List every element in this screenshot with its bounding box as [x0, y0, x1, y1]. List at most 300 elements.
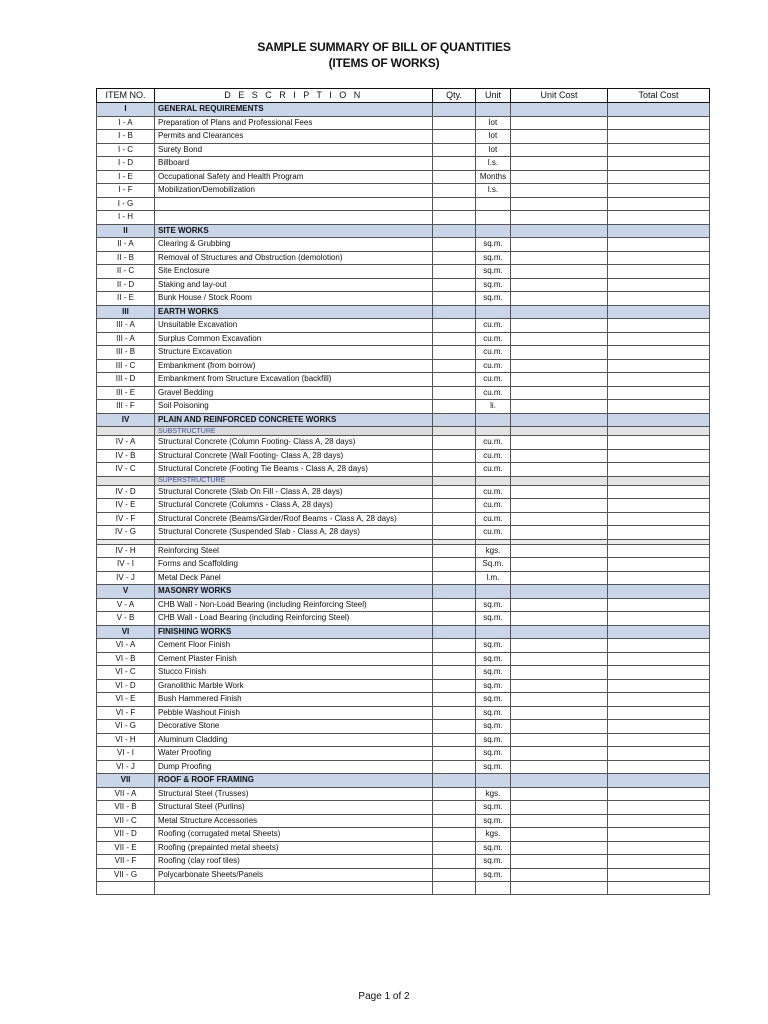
- unit-cell: sq.m.: [476, 238, 511, 252]
- item-no-cell: V - B: [97, 612, 155, 626]
- description-cell: Structure Excavation: [155, 346, 433, 360]
- item-no-cell: VII: [97, 774, 155, 788]
- unit-cell: sq.m.: [476, 841, 511, 855]
- table-row: [97, 801, 710, 815]
- total-cost-cell: [608, 224, 710, 238]
- document-title: SAMPLE SUMMARY OF BILL OF QUANTITIES: [257, 40, 511, 54]
- qty-cell: [433, 427, 476, 436]
- unit-cost-cell: [511, 436, 608, 450]
- total-cost-cell: [608, 625, 710, 639]
- unit-cost-cell: [511, 801, 608, 815]
- qty-cell: [433, 585, 476, 599]
- description-cell: MASONRY WORKS: [155, 585, 433, 599]
- unit-cost-cell: [511, 103, 608, 117]
- unit-cell: [476, 211, 511, 225]
- total-cost-cell: [608, 427, 710, 436]
- total-cost-cell: [608, 679, 710, 693]
- qty-cell: [433, 157, 476, 171]
- item-no-cell: [97, 476, 155, 485]
- unit-cost-cell: [511, 319, 608, 333]
- table-row: [97, 359, 710, 373]
- qty-cell: [433, 485, 476, 499]
- description-cell: SITE WORKS: [155, 224, 433, 238]
- description-cell: Structural Concrete (Footing Tie Beams - Class A, 28 days): [155, 463, 433, 477]
- total-cost-cell: [608, 251, 710, 265]
- unit-cost-cell: [511, 598, 608, 612]
- unit-cell: sq.m.: [476, 855, 511, 869]
- unit-cell: [476, 103, 511, 117]
- total-cost-cell: [608, 143, 710, 157]
- unit-cell: sq.m.: [476, 598, 511, 612]
- unit-cell: sq.m.: [476, 706, 511, 720]
- unit-cell: [476, 427, 511, 436]
- qty-cell: [433, 720, 476, 734]
- item-no-cell: I - A: [97, 116, 155, 130]
- description-cell: Surplus Common Excavation: [155, 332, 433, 346]
- unit-cell: cu.m.: [476, 386, 511, 400]
- unit-cell: sq.m.: [476, 292, 511, 306]
- description-cell: Dump Proofing: [155, 760, 433, 774]
- header-item-no: ITEM NO.: [97, 89, 155, 103]
- total-cost-cell: [608, 571, 710, 585]
- qty-cell: [433, 359, 476, 373]
- total-cost-cell: [608, 499, 710, 513]
- table-row: [97, 720, 710, 734]
- item-no-cell: IV - E: [97, 499, 155, 513]
- table-row: [97, 449, 710, 463]
- unit-cell: cu.m.: [476, 449, 511, 463]
- unit-cell: kgs.: [476, 787, 511, 801]
- description-cell: Removal of Structures and Obstruction (demolotion): [155, 251, 433, 265]
- unit-cell: sq.m.: [476, 760, 511, 774]
- table-row: [97, 463, 710, 477]
- item-no-cell: I - H: [97, 211, 155, 225]
- table-row: [97, 197, 710, 211]
- table-row: [97, 706, 710, 720]
- section-row: [97, 585, 710, 599]
- item-no-cell: IV - G: [97, 526, 155, 540]
- description-cell: PLAIN AND REINFORCED CONCRETE WORKS: [155, 413, 433, 427]
- unit-cost-cell: [511, 571, 608, 585]
- table-row: [97, 116, 710, 130]
- item-no-cell: I - E: [97, 170, 155, 184]
- total-cost-cell: [608, 157, 710, 171]
- table-row: [97, 319, 710, 333]
- total-cost-cell: [608, 386, 710, 400]
- total-cost-cell: [608, 639, 710, 653]
- section-row: [97, 224, 710, 238]
- item-no-cell: VI - B: [97, 652, 155, 666]
- document-subtitle: (ITEMS OF WORKS): [328, 56, 440, 70]
- unit-cost-cell: [511, 787, 608, 801]
- item-no-cell: I - G: [97, 197, 155, 211]
- description-cell: Bush Hammered Finish: [155, 693, 433, 707]
- item-no-cell: VI - C: [97, 666, 155, 680]
- table-row: [97, 130, 710, 144]
- item-no-cell: II: [97, 224, 155, 238]
- unit-cell: [476, 625, 511, 639]
- qty-cell: [433, 238, 476, 252]
- unit-cost-cell: [511, 855, 608, 869]
- total-cost-cell: [608, 868, 710, 882]
- qty-cell: [433, 747, 476, 761]
- unit-cell: sq.m.: [476, 868, 511, 882]
- unit-cost-cell: [511, 170, 608, 184]
- total-cost-cell: [608, 706, 710, 720]
- qty-cell: [433, 679, 476, 693]
- item-no-cell: VII - A: [97, 787, 155, 801]
- total-cost-cell: [608, 693, 710, 707]
- qty-cell: [433, 184, 476, 198]
- table-row: [97, 238, 710, 252]
- unit-cost-cell: [511, 882, 608, 895]
- unit-cost-cell: [511, 512, 608, 526]
- qty-cell: [433, 436, 476, 450]
- item-no-cell: VI - E: [97, 693, 155, 707]
- total-cost-cell: [608, 436, 710, 450]
- total-cost-cell: [608, 652, 710, 666]
- unit-cost-cell: [511, 251, 608, 265]
- qty-cell: [433, 116, 476, 130]
- description-cell: Structural Concrete (Beams/Girder/Roof Beams - Class A, 28 days): [155, 512, 433, 526]
- table-row: [97, 882, 710, 895]
- description-cell: SUBSTRUCTURE: [155, 427, 433, 436]
- total-cost-cell: [608, 512, 710, 526]
- unit-cost-cell: [511, 499, 608, 513]
- item-no-cell: III - A: [97, 319, 155, 333]
- unit-cell: lot: [476, 143, 511, 157]
- description-cell: Structural Concrete (Column Footing- Class A, 28 days): [155, 436, 433, 450]
- unit-cost-cell: [511, 224, 608, 238]
- item-no-cell: [97, 882, 155, 895]
- description-cell: Granolithic Marble Work: [155, 679, 433, 693]
- qty-cell: [433, 449, 476, 463]
- unit-cell: sq.m.: [476, 265, 511, 279]
- unit-cost-cell: [511, 157, 608, 171]
- total-cost-cell: [608, 612, 710, 626]
- item-no-cell: IV - I: [97, 558, 155, 572]
- qty-cell: [433, 278, 476, 292]
- total-cost-cell: [608, 476, 710, 485]
- unit-cost-cell: [511, 449, 608, 463]
- unit-cost-cell: [511, 386, 608, 400]
- item-no-cell: III - A: [97, 332, 155, 346]
- item-no-cell: I - C: [97, 143, 155, 157]
- item-no-cell: III - D: [97, 373, 155, 387]
- qty-cell: [433, 625, 476, 639]
- description-cell: Clearing & Grubbing: [155, 238, 433, 252]
- section-row: [97, 103, 710, 117]
- total-cost-cell: [608, 197, 710, 211]
- qty-cell: [433, 265, 476, 279]
- qty-cell: [433, 103, 476, 117]
- description-cell: Bunk House / Stock Room: [155, 292, 433, 306]
- unit-cost-cell: [511, 211, 608, 225]
- unit-cell: sq.m.: [476, 693, 511, 707]
- total-cost-cell: [608, 485, 710, 499]
- item-no-cell: IV - D: [97, 485, 155, 499]
- qty-cell: [433, 251, 476, 265]
- item-no-cell: I - F: [97, 184, 155, 198]
- unit-cost-cell: [511, 774, 608, 788]
- qty-cell: [433, 774, 476, 788]
- unit-cost-cell: [511, 359, 608, 373]
- item-no-cell: I: [97, 103, 155, 117]
- qty-cell: [433, 224, 476, 238]
- total-cost-cell: [608, 463, 710, 477]
- qty-cell: [433, 499, 476, 513]
- description-cell: Structural Concrete (Wall Footing- Class A, 28 days): [155, 449, 433, 463]
- table-row: [97, 693, 710, 707]
- item-no-cell: VII - D: [97, 828, 155, 842]
- unit-cell: cu.m.: [476, 332, 511, 346]
- total-cost-cell: [608, 855, 710, 869]
- table-row: [97, 143, 710, 157]
- qty-cell: [433, 413, 476, 427]
- total-cost-cell: [608, 103, 710, 117]
- table-row: [97, 332, 710, 346]
- qty-cell: [433, 787, 476, 801]
- description-cell: Structural Steel (Purlins): [155, 801, 433, 815]
- total-cost-cell: [608, 116, 710, 130]
- total-cost-cell: [608, 801, 710, 815]
- item-no-cell: VI - H: [97, 733, 155, 747]
- unit-cost-cell: [511, 292, 608, 306]
- unit-cost-cell: [511, 693, 608, 707]
- unit-cell: lot: [476, 116, 511, 130]
- item-no-cell: IV: [97, 413, 155, 427]
- item-no-cell: VI - I: [97, 747, 155, 761]
- unit-cell: sq.m.: [476, 747, 511, 761]
- item-no-cell: I - B: [97, 130, 155, 144]
- total-cost-cell: [608, 814, 710, 828]
- item-no-cell: III: [97, 305, 155, 319]
- unit-cost-cell: [511, 706, 608, 720]
- table-row: [97, 855, 710, 869]
- unit-cost-cell: [511, 814, 608, 828]
- unit-cost-cell: [511, 733, 608, 747]
- table-row: [97, 747, 710, 761]
- unit-cost-cell: [511, 526, 608, 540]
- qty-cell: [433, 855, 476, 869]
- description-cell: Structural Concrete (Slab On Fill - Class A, 28 days): [155, 485, 433, 499]
- unit-cost-cell: [511, 476, 608, 485]
- description-cell: Polycarbonate Sheets/Panels: [155, 868, 433, 882]
- qty-cell: [433, 319, 476, 333]
- unit-cost-cell: [511, 625, 608, 639]
- total-cost-cell: [608, 774, 710, 788]
- unit-cost-cell: [511, 400, 608, 414]
- total-cost-cell: [608, 238, 710, 252]
- qty-cell: [433, 571, 476, 585]
- item-no-cell: VII - F: [97, 855, 155, 869]
- total-cost-cell: [608, 359, 710, 373]
- qty-cell: [433, 170, 476, 184]
- table-row: [97, 814, 710, 828]
- unit-cell: l.m.: [476, 571, 511, 585]
- total-cost-cell: [608, 598, 710, 612]
- item-no-cell: IV - J: [97, 571, 155, 585]
- unit-cell: cu.m.: [476, 463, 511, 477]
- header-total-cost: Total Cost: [608, 89, 710, 103]
- description-cell: Metal Structure Accessories: [155, 814, 433, 828]
- qty-cell: [433, 463, 476, 477]
- description-cell: Preparation of Plans and Professional Fees: [155, 116, 433, 130]
- qty-cell: [433, 639, 476, 653]
- qty-cell: [433, 400, 476, 414]
- total-cost-cell: [608, 130, 710, 144]
- description-cell: Staking and lay-out: [155, 278, 433, 292]
- boq-table: [96, 88, 710, 895]
- unit-cost-cell: [511, 652, 608, 666]
- description-cell: Cement Floor Finish: [155, 639, 433, 653]
- qty-cell: [433, 598, 476, 612]
- unit-cell: [476, 224, 511, 238]
- qty-cell: [433, 197, 476, 211]
- item-no-cell: VI - A: [97, 639, 155, 653]
- unit-cell: sq.m.: [476, 251, 511, 265]
- table-row: [97, 265, 710, 279]
- unit-cell: sq.m.: [476, 733, 511, 747]
- table-row: [97, 598, 710, 612]
- total-cost-cell: [608, 828, 710, 842]
- item-no-cell: III - F: [97, 400, 155, 414]
- unit-cost-cell: [511, 184, 608, 198]
- table-row: [97, 544, 710, 558]
- qty-cell: [433, 292, 476, 306]
- unit-cost-cell: [511, 720, 608, 734]
- unit-cell: lot: [476, 130, 511, 144]
- qty-cell: [433, 512, 476, 526]
- total-cost-cell: [608, 558, 710, 572]
- unit-cell: l.s.: [476, 157, 511, 171]
- subheading-row: [97, 476, 710, 485]
- qty-cell: [433, 612, 476, 626]
- description-cell: [155, 197, 433, 211]
- qty-cell: [433, 693, 476, 707]
- description-cell: Pebble Washout Finish: [155, 706, 433, 720]
- total-cost-cell: [608, 733, 710, 747]
- unit-cell: sq.m.: [476, 801, 511, 815]
- description-cell: Water Proofing: [155, 747, 433, 761]
- table-row: [97, 828, 710, 842]
- description-cell: Site Enclosure: [155, 265, 433, 279]
- qty-cell: [433, 130, 476, 144]
- table-row: [97, 278, 710, 292]
- table-row: [97, 841, 710, 855]
- description-cell: FINISHING WORKS: [155, 625, 433, 639]
- item-no-cell: IV - F: [97, 512, 155, 526]
- unit-cost-cell: [511, 639, 608, 653]
- table-row: [97, 292, 710, 306]
- total-cost-cell: [608, 882, 710, 895]
- qty-cell: [433, 526, 476, 540]
- qty-cell: [433, 828, 476, 842]
- description-cell: Cement Plaster Finish: [155, 652, 433, 666]
- total-cost-cell: [608, 544, 710, 558]
- unit-cost-cell: [511, 346, 608, 360]
- description-cell: Embankment from Structure Excavation (backfill): [155, 373, 433, 387]
- qty-cell: [433, 666, 476, 680]
- unit-cost-cell: [511, 130, 608, 144]
- table-row: [97, 157, 710, 171]
- unit-cell: sq.m.: [476, 639, 511, 653]
- unit-cell: cu.m.: [476, 359, 511, 373]
- unit-cost-cell: [511, 558, 608, 572]
- qty-cell: [433, 558, 476, 572]
- unit-cost-cell: [511, 116, 608, 130]
- total-cost-cell: [608, 400, 710, 414]
- description-cell: Mobilization/Demobilization: [155, 184, 433, 198]
- unit-cell: [476, 413, 511, 427]
- table-row: [97, 346, 710, 360]
- unit-cost-cell: [511, 427, 608, 436]
- item-no-cell: VI - D: [97, 679, 155, 693]
- table-row: [97, 400, 710, 414]
- unit-cost-cell: [511, 868, 608, 882]
- total-cost-cell: [608, 292, 710, 306]
- item-no-cell: VI - G: [97, 720, 155, 734]
- unit-cost-cell: [511, 679, 608, 693]
- unit-cell: sq.m.: [476, 612, 511, 626]
- description-cell: Roofing (prepainted metal sheets): [155, 841, 433, 855]
- description-cell: Decorative Stone: [155, 720, 433, 734]
- section-row: [97, 774, 710, 788]
- unit-cell: sq.m.: [476, 814, 511, 828]
- unit-cost-cell: [511, 841, 608, 855]
- item-no-cell: II - B: [97, 251, 155, 265]
- header-description: D E S C R I P T I O N: [155, 89, 433, 103]
- unit-cost-cell: [511, 747, 608, 761]
- total-cost-cell: [608, 170, 710, 184]
- description-cell: Permits and Clearances: [155, 130, 433, 144]
- unit-cost-cell: [511, 612, 608, 626]
- description-cell: CHB Wall - Load Bearing (including Reinforcing Steel): [155, 612, 433, 626]
- unit-cell: sq.m.: [476, 652, 511, 666]
- unit-cell: cu.m.: [476, 346, 511, 360]
- qty-cell: [433, 143, 476, 157]
- unit-cell: sq.m.: [476, 278, 511, 292]
- description-cell: Unsuitable Excavation: [155, 319, 433, 333]
- total-cost-cell: [608, 747, 710, 761]
- item-no-cell: III - E: [97, 386, 155, 400]
- item-no-cell: II - A: [97, 238, 155, 252]
- qty-cell: [433, 211, 476, 225]
- description-cell: Roofing (corrugated metal Sheets): [155, 828, 433, 842]
- unit-cell: Months: [476, 170, 511, 184]
- unit-cell: cu.m.: [476, 373, 511, 387]
- unit-cost-cell: [511, 238, 608, 252]
- unit-cell: [476, 774, 511, 788]
- item-no-cell: VII - C: [97, 814, 155, 828]
- item-no-cell: V: [97, 585, 155, 599]
- item-no-cell: VI: [97, 625, 155, 639]
- description-cell: CHB Wall - Non-Load Bearing (including Reinforcing Steel): [155, 598, 433, 612]
- table-row: [97, 436, 710, 450]
- section-row: [97, 413, 710, 427]
- unit-cost-cell: [511, 305, 608, 319]
- item-no-cell: VII - B: [97, 801, 155, 815]
- qty-cell: [433, 733, 476, 747]
- table-row: [97, 558, 710, 572]
- description-cell: EARTH WORKS: [155, 305, 433, 319]
- unit-cell: sq.m.: [476, 666, 511, 680]
- unit-cell: kgs.: [476, 544, 511, 558]
- table-row: [97, 184, 710, 198]
- unit-cost-cell: [511, 278, 608, 292]
- description-cell: Embankment (from borrow): [155, 359, 433, 373]
- description-cell: Billboard: [155, 157, 433, 171]
